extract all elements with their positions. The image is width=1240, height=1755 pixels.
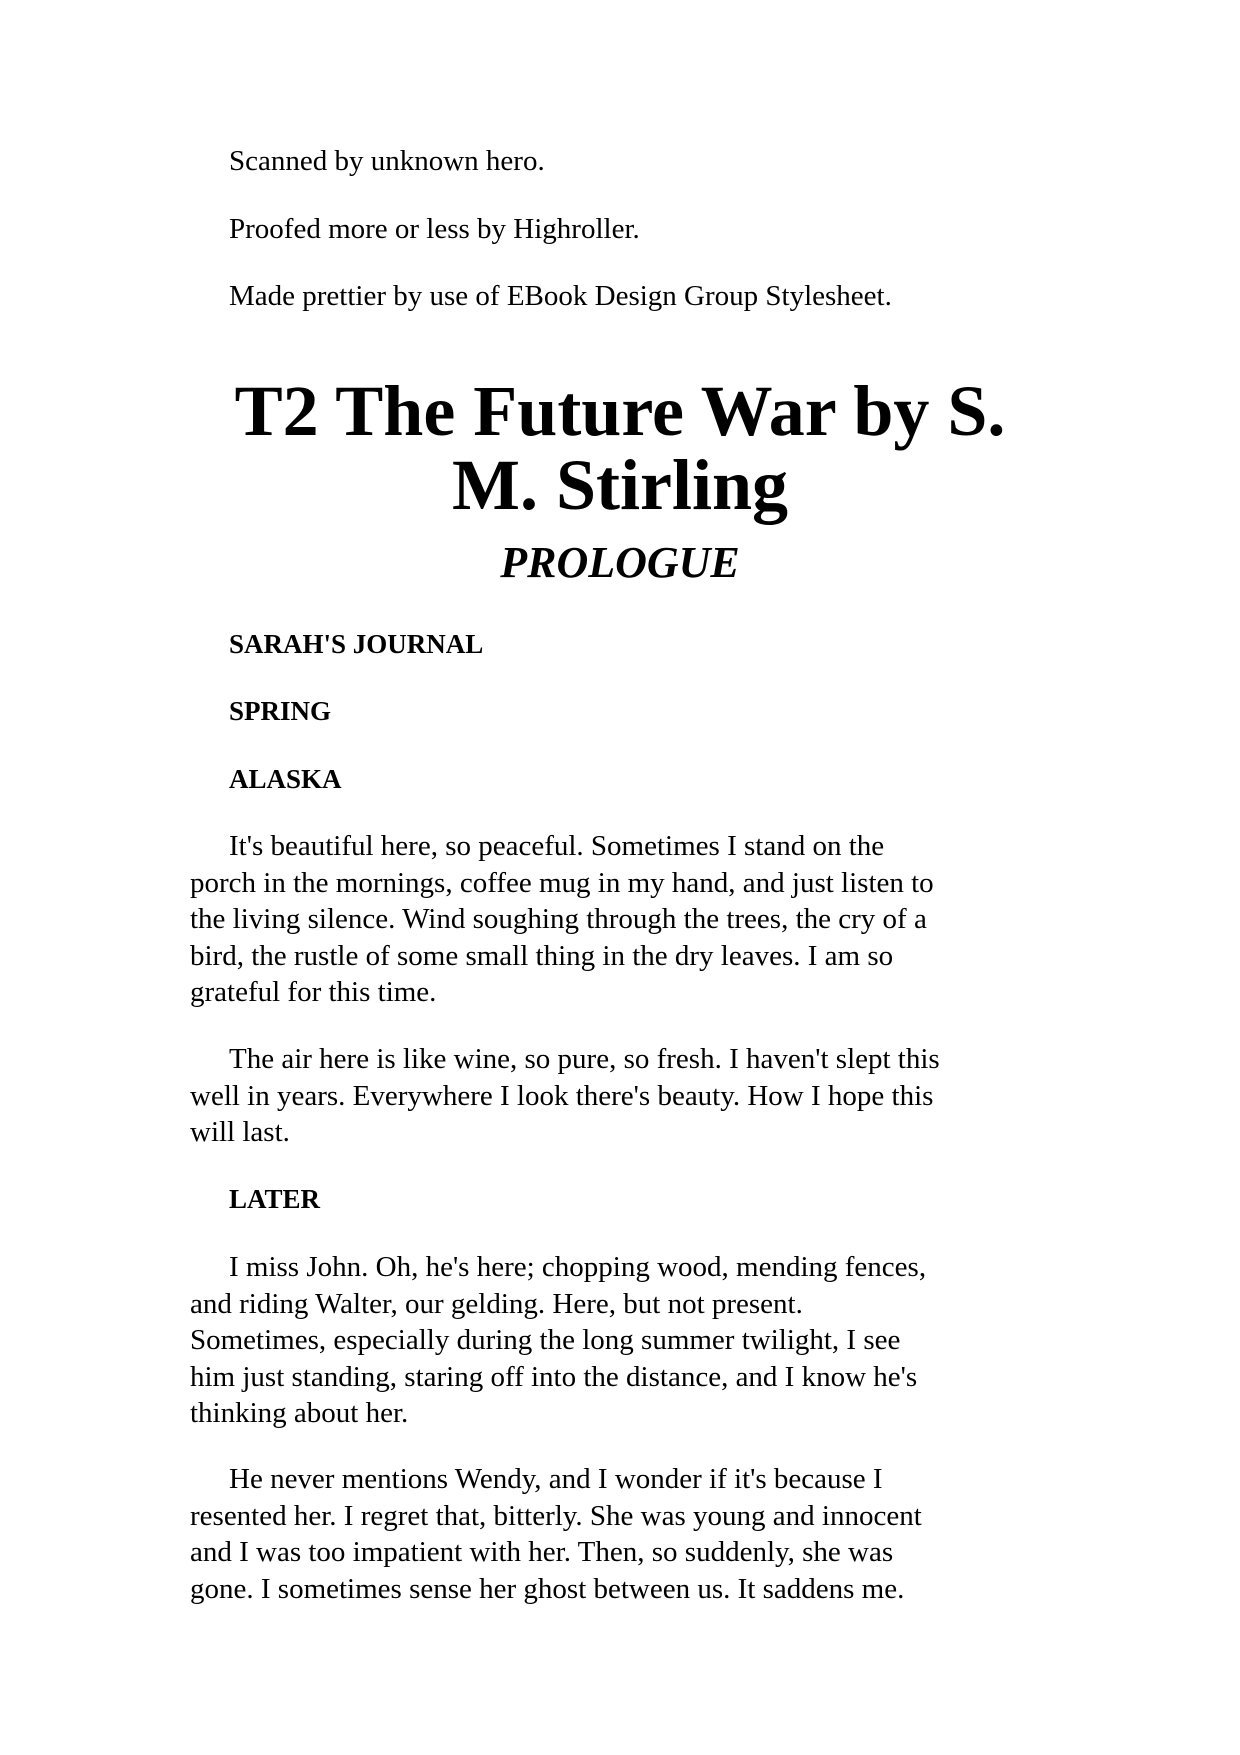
credit-proofed: Proofed more or less by Highroller.: [229, 213, 640, 245]
paragraph-4: [190, 1461, 1070, 1607]
text-line: The air here is like wine, so pure, so fresh. I haven't slept this: [229, 1043, 940, 1075]
credit-scanned: Scanned by unknown hero.: [229, 145, 545, 177]
title-line-2: M. Stirling: [452, 445, 788, 525]
text-line: It's beautiful here, so peaceful. Sometimes I stand on the: [229, 830, 885, 862]
text-line: thinking about her.: [190, 1397, 409, 1429]
text-line: bird, the rustle of some small thing in the dry leaves. I am so: [190, 939, 894, 972]
text-line: Sometimes, especially during the long summer twilight, I see: [190, 1324, 901, 1356]
book-title: [0, 371, 1240, 525]
paragraph-2: [190, 1041, 1070, 1151]
chapter-title: PROLOGUE: [500, 538, 740, 587]
heading-season: SPRING: [229, 696, 332, 726]
text-line: the living silence. Wind soughing through the trees, the cry of a: [190, 903, 927, 935]
text-line: grateful for this time.: [190, 976, 437, 1008]
text-line: porch in the mornings, coffee mug in my hand, and just listen to: [190, 866, 934, 899]
text-line: him just standing, staring off into the distance, and I know he's: [190, 1360, 918, 1393]
text-line: and riding Walter, our gelding. Here, but not present.: [190, 1287, 803, 1320]
text-line: resented her. I regret that, bitterly. She was young and innocent: [190, 1499, 922, 1532]
heading-journal: SARAH'S JOURNAL: [229, 629, 484, 659]
credit-stylesheet: Made prettier by use of EBook Design Group Stylesheet.: [229, 280, 892, 312]
text-line: gone. I sometimes sense her ghost between us. It saddens me.: [190, 1572, 905, 1605]
text-line: and I was too impatient with her. Then, so suddenly, she was: [190, 1536, 894, 1568]
paragraph-1: [190, 828, 1070, 1011]
heading-later: LATER: [229, 1184, 321, 1214]
title-line-1: T2 The Future War by S.: [234, 371, 1006, 451]
text-line: will last.: [190, 1116, 290, 1148]
text-line: He never mentions Wendy, and I wonder if it's because I: [229, 1463, 883, 1495]
text-line: well in years. Everywhere I look there's beauty. How I hope this: [190, 1079, 934, 1112]
text-line: I miss John. Oh, he's here; chopping wood, mending fences,: [229, 1251, 927, 1283]
paragraph-3: [190, 1249, 1070, 1432]
heading-place: ALASKA: [229, 764, 342, 794]
